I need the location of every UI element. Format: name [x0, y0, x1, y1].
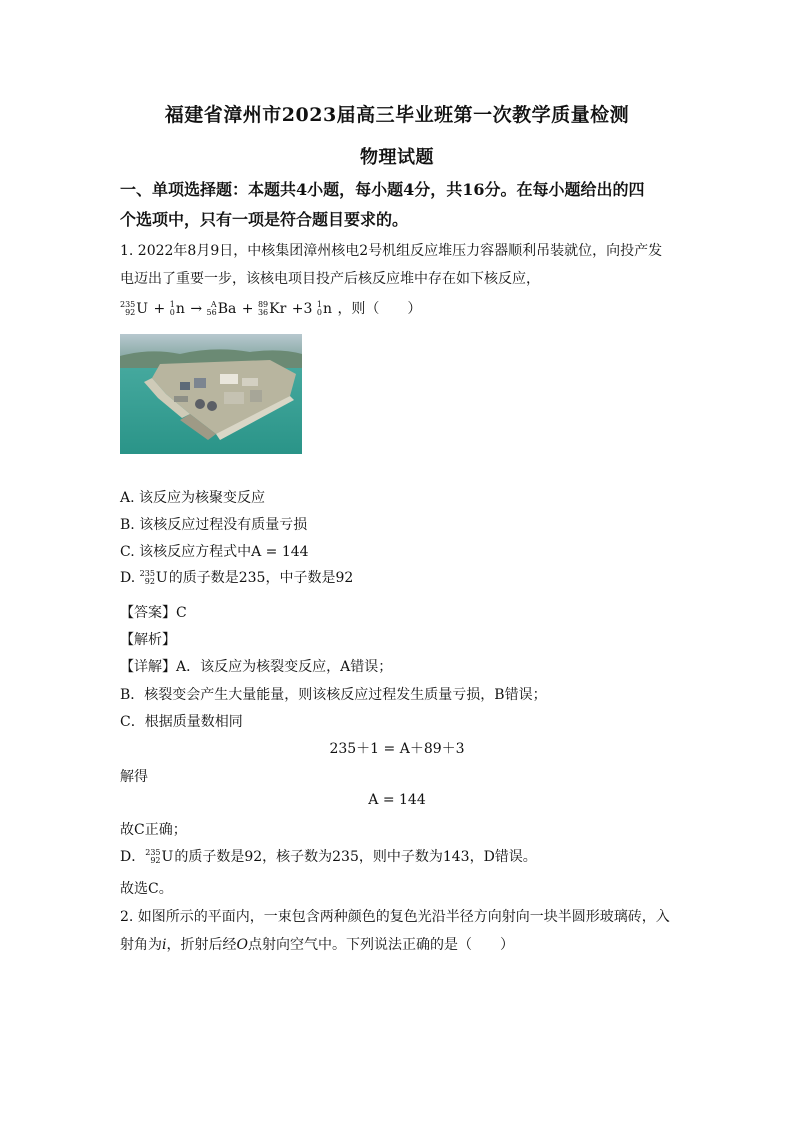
q1-detail-line1: 【详解】A．该反应为核裂变反应，A错误；: [120, 659, 393, 675]
q1-option-c: C. 该核反应方程式中A = 144: [120, 544, 309, 560]
q1-stem-line1: 1. 2022年8月9日，中核集团漳州核电2号机组反应堆压力容器顺利吊装就位，向投产发: [120, 243, 663, 259]
q1-c-correct: 故C正确；: [120, 822, 187, 838]
q1-detail-line2: B．核裂变会产生大量能量，则该核反应过程发生质量亏损，B错误；: [120, 687, 547, 703]
uranium-nuclide-option: 235 92 U: [139, 569, 168, 586]
q1-analysis-label: 【解析】: [120, 632, 176, 648]
document-subtitle: 物理试题: [360, 147, 434, 168]
document-title: 福建省漳州市2023届高三毕业班第一次教学质量检测: [164, 104, 630, 126]
q2-stem-line1: 2. 如图所示的平面内，一束包含两种颜色的复色光沿半径方向射向一块半圆形玻璃砖，入: [120, 909, 670, 925]
q1-solve-label: 解得: [120, 769, 148, 785]
equation-tail: ，则（ ）: [337, 301, 422, 317]
barium-nuclide: A 56 Ba: [206, 300, 237, 317]
q1-d-explanation: D． 235 92 U的质子数是92，核子数为235，则中子数为143，D错误。: [120, 848, 537, 865]
plus-three: +3: [291, 301, 313, 317]
neutron-nuclide-product: 1 0 n: [316, 300, 332, 317]
q1-formula-result: A = 144: [368, 792, 426, 808]
uranium-nuclide: 235 92 U: [120, 300, 149, 317]
q1-option-d: D. 235 92 U的质子数是235，中子数是92: [120, 569, 354, 586]
arrow-symbol: →: [190, 301, 203, 317]
q1-option-b: B. 该核反应过程没有质量亏损: [120, 517, 308, 533]
q1-final-choice: 故选C。: [120, 881, 173, 897]
q1-formula-mass: 235＋1 = A＋89＋3: [329, 741, 465, 757]
plus-sign: +: [153, 301, 166, 317]
q1-detail-line3: C．根据质量数相同: [120, 714, 243, 730]
plus-sign: +: [241, 301, 254, 317]
section-heading-line1: 一、单项选择题：本题共4小题，每小题4分，共16分。在每小题给出的四: [120, 180, 645, 199]
neutron-nuclide: 1 0 n: [169, 300, 185, 317]
q1-reaction-equation: [120, 298, 421, 318]
q1-stem-line2: 电迈出了重要一步，该核电项目投产后核反应堆中存在如下核反应，: [120, 271, 540, 287]
krypton-nuclide: 89 36 Kr: [257, 300, 287, 317]
nuclear-plant-photo: [120, 334, 302, 454]
uranium-nuclide-explanation: 235 92 U: [145, 848, 174, 865]
q1-answer: 【答案】C: [120, 605, 187, 621]
q2-stem-line2: 射角为i，折射后经O点射向空气中。下列说法正确的是（ ）: [120, 937, 514, 953]
section-heading-line2: 个选项中，只有一项是符合题目要求的。: [120, 210, 409, 229]
q1-option-a: A. 该反应为核聚变反应: [120, 490, 266, 506]
